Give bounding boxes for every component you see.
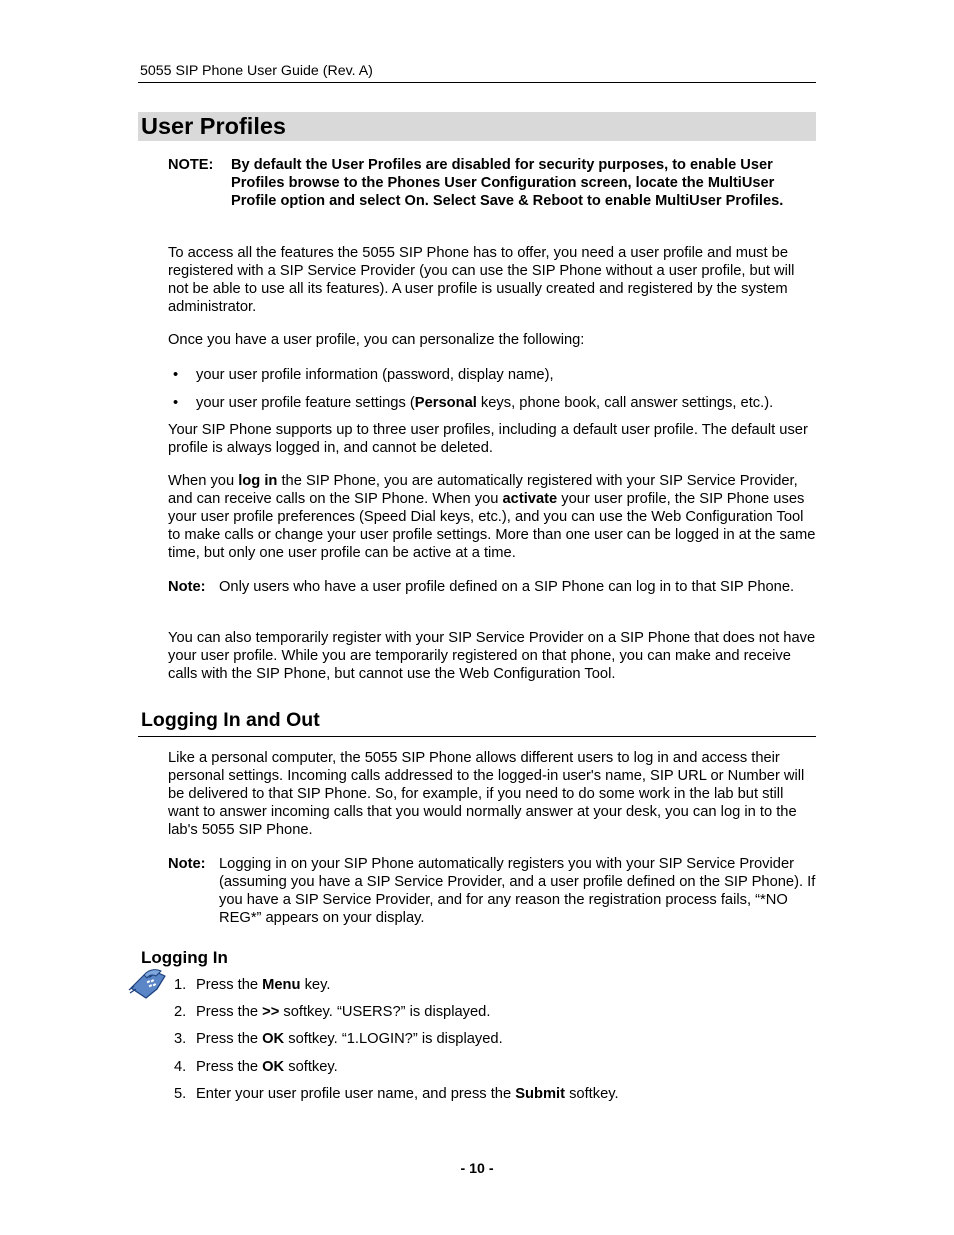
subsection-title: Logging In and Out: [141, 709, 320, 731]
note-label: Note:: [168, 856, 206, 872]
list-item-text: your user profile feature settings (Personal keys, phone book, call answer settings, etc.).: [196, 395, 774, 411]
running-header: 5055 SIP Phone User Guide (Rev. A): [140, 63, 373, 79]
intro-paragraph: To access all the features the 5055 SIP Phone has to offer, you need a user profile and must be registered with a SIP Service Provider (you can use the SIP Phone without a user profile, but will not be able to use all its features). A user profile is usually created and registered by the system administrator.: [168, 245, 795, 315]
note-label: Note:: [168, 579, 206, 595]
note-label: NOTE:: [168, 157, 214, 173]
note-text: By default the User Profiles are disabled for security purposes, to enable User Profiles browse to the Phones User Configuration screen, locate the MultiUser Profile option and select On. Select Save & Reboot to enable MultiUser Profiles.: [231, 157, 784, 209]
personalize-paragraph: Once you have a user profile, you can personalize the following:: [168, 332, 585, 348]
profiles-paragraph: Your SIP Phone supports up to three user profiles, including a default user profile. The default user profile is always logged in, and cannot be deleted.: [168, 422, 808, 456]
procedure-step: 1. Press the Menu key.: [174, 977, 331, 993]
header-divider: [138, 82, 816, 83]
procedure-step: 4. Press the OK softkey.: [174, 1059, 338, 1075]
list-item-text: your user profile information (password, display name),: [196, 367, 554, 383]
bullet-icon: •: [173, 395, 179, 411]
security-note: [168, 156, 818, 210]
section-title: User Profiles: [141, 113, 286, 139]
procedure-step: 2. Press the >> softkey. “USERS?” is displayed.: [174, 1004, 491, 1020]
temporary-register-paragraph: You can also temporarily register with your SIP Service Provider on a SIP Phone that does not have your user profile. While you are temporarily registered on that phone, you can make and receive calls with the SIP Phone, but cannot use the Web Configuration Tool.: [168, 630, 816, 682]
procedure-step: 5. Enter your user profile user name, and press the Submit softkey.: [174, 1086, 619, 1102]
phone-icon: [128, 968, 168, 1000]
registration-note: [168, 855, 816, 927]
logging-intro-paragraph: Like a personal computer, the 5055 SIP Phone allows different users to log in and access their personal settings. Incoming calls addressed to the logged-in user's name, SIP URL or Number will be delivered to that SIP Phone. So, for example, if you need to do some work in the lab but still want to answer incoming calls that you would normally answer at your desk, you can log in to the lab's 5055 SIP Phone.: [168, 750, 805, 838]
page-number: - 10 -: [460, 1161, 494, 1177]
note-text: Only users who have a user profile defined on a SIP Phone can log in to that SIP Phone.: [219, 579, 795, 595]
subsection-divider: [138, 736, 816, 737]
bullet-icon: •: [173, 367, 179, 383]
procedure-title: Logging In: [141, 948, 228, 967]
procedure-step: 3. Press the OK softkey. “1.LOGIN?” is displayed.: [174, 1031, 503, 1047]
login-activate-paragraph: When you log in the SIP Phone, you are automatically registered with your SIP Service Provider, and can receive calls on the SIP Phone. When you activate your user profile, the SIP Phone uses your user profile preferences (Speed Dial keys, etc.), and you can use the Web Configuration Tool to make calls or change your user profile settings. More than one user can be logged in at the same time, but only one user profile can be active at a time.: [168, 473, 816, 561]
login-note: [168, 578, 816, 596]
note-text: Logging in on your SIP Phone automatically registers you with your SIP Service Provider (assuming you have a SIP Service Provider, and a user profile defined on the SIP Phone). If you have a SIP Service Provider, and for any reason the registration process fails, “*NO REG*” appears on your display.: [219, 856, 816, 926]
